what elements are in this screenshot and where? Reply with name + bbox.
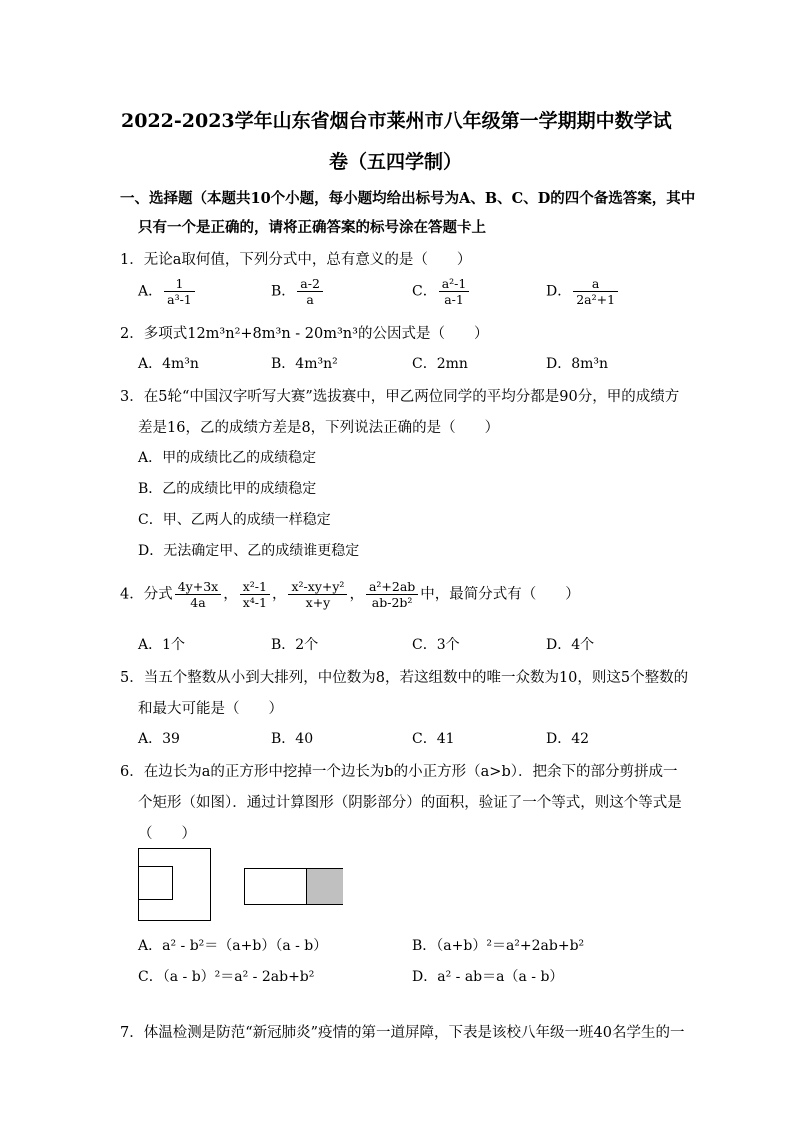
q4-option-c: C．3个 xyxy=(412,637,460,653)
q6-option-b: B．（a+b）²＝a²+2ab+b² xyxy=(412,938,585,954)
small-square-cutout xyxy=(138,866,173,900)
question-2-stem: 2．多项式12m³n²+8m³n - 20m³n³的公因式是（ ） xyxy=(120,326,489,342)
q3-option-d: D．无法确定甲、乙的成绩谁更稳定 xyxy=(138,543,360,559)
q5-option-a: A．39 xyxy=(138,731,180,747)
shaded-region xyxy=(306,869,343,904)
question-5-stem-line2: 和最大可能是（ ） xyxy=(138,701,283,717)
q4-option-d: D．4个 xyxy=(546,637,595,653)
q6-option-c: C．（a - b）²＝a² - 2ab+b² xyxy=(138,969,315,985)
q5-option-d: D．42 xyxy=(546,731,590,747)
q2-option-b: B．4m³n² xyxy=(271,356,338,372)
q5-option-b: B．40 xyxy=(271,731,314,747)
question-7-stem: 7．体温检测是防范“新冠肺炎”疫情的第一道屏障，下表是该校八年级一班40名学生的一 xyxy=(120,1025,685,1041)
question-6-stem-line2: 个矩形（如图）．通过计算图形（阴影部分）的面积，验证了一个等式，则这个等式是 xyxy=(138,795,682,811)
question-6-stem-line3: （ ） xyxy=(138,826,196,842)
q3-option-c: C．甲、乙两人的成绩一样稳定 xyxy=(138,512,331,528)
q2-option-d: D．8m³n xyxy=(546,356,609,372)
q1-option-a: A． $\frac{1}{\text{a³-1}}$ xyxy=(138,276,197,307)
q3-option-b: B．乙的成绩比甲的成绩稳定 xyxy=(138,481,317,497)
question-6-stem: 6．在边长为a的正方形中挖掉一个边长为b的小正方形（a>b）．把余下的部分剪拼成一 xyxy=(120,764,678,780)
page-title-line2: 卷（五四学制） xyxy=(329,151,463,173)
section-heading: 一、选择题（本题共10个小题，每小题均给出标号为A、B、C、D的四个备选答案，其中 xyxy=(120,190,696,207)
q1-option-c: C． $\frac{\text{a²-1}}{a-1}$ xyxy=(412,276,471,307)
q1-option-b: B． $\frac{a-2}{a}$ xyxy=(271,276,325,307)
question-3-stem-line2: 差是16，乙的成绩方差是8，下列说法正确的是（ ） xyxy=(138,420,500,436)
section-heading-line2: 只有一个是正确的，请将正确答案的标号涂在答题卡上 xyxy=(138,219,486,236)
q1-option-d: D． $\frac{a}{\text{2a²+1}}$ xyxy=(546,276,620,307)
square-with-hole-figure xyxy=(138,848,211,921)
page-title: 2022-2023学年山东省烟台市莱州市八年级第一学期期中数学试 xyxy=(121,110,672,132)
q6-option-d: D．a² - ab＝a（a - b） xyxy=(412,969,564,985)
q3-option-a: A．甲的成绩比乙的成绩稳定 xyxy=(138,450,317,466)
q5-option-c: C．41 xyxy=(412,731,455,747)
question-1-stem: 1．无论a取何值，下列分式中，总有意义的是（ ） xyxy=(120,252,472,268)
question-4-stem: 4．分式 $\frac{4y+3x}{4a}$ ， $\frac{\text{x²-1}}{\text{x⁴-1}}$ ， $\frac{\text{x²-xy+y²}}{x+y}$ ， $\frac{\text{a²+2ab}}{\text{ab-2b²}}$ 中，最简分式有（ ） xyxy=(120,579,580,610)
question-3-stem: 3．在5轮“中国汉字听写大赛”选拔赛中，甲乙两位同学的平均分都是90分，甲的成绩方 xyxy=(120,389,680,405)
rearranged-rectangle-figure xyxy=(244,868,343,905)
q4-option-a: A．1个 xyxy=(138,637,186,653)
q4-option-b: B．2个 xyxy=(271,637,319,653)
q2-option-a: A．4m³n xyxy=(138,356,199,372)
q2-option-c: C．2mn xyxy=(412,356,468,372)
question-5-stem: 5．当五个整数从小到大排列，中位数为8，若这组数中的唯一众数为10，则这5个整数的 xyxy=(120,670,689,686)
q6-option-a: A．a² - b²＝（a+b）（a - b） xyxy=(138,938,328,954)
